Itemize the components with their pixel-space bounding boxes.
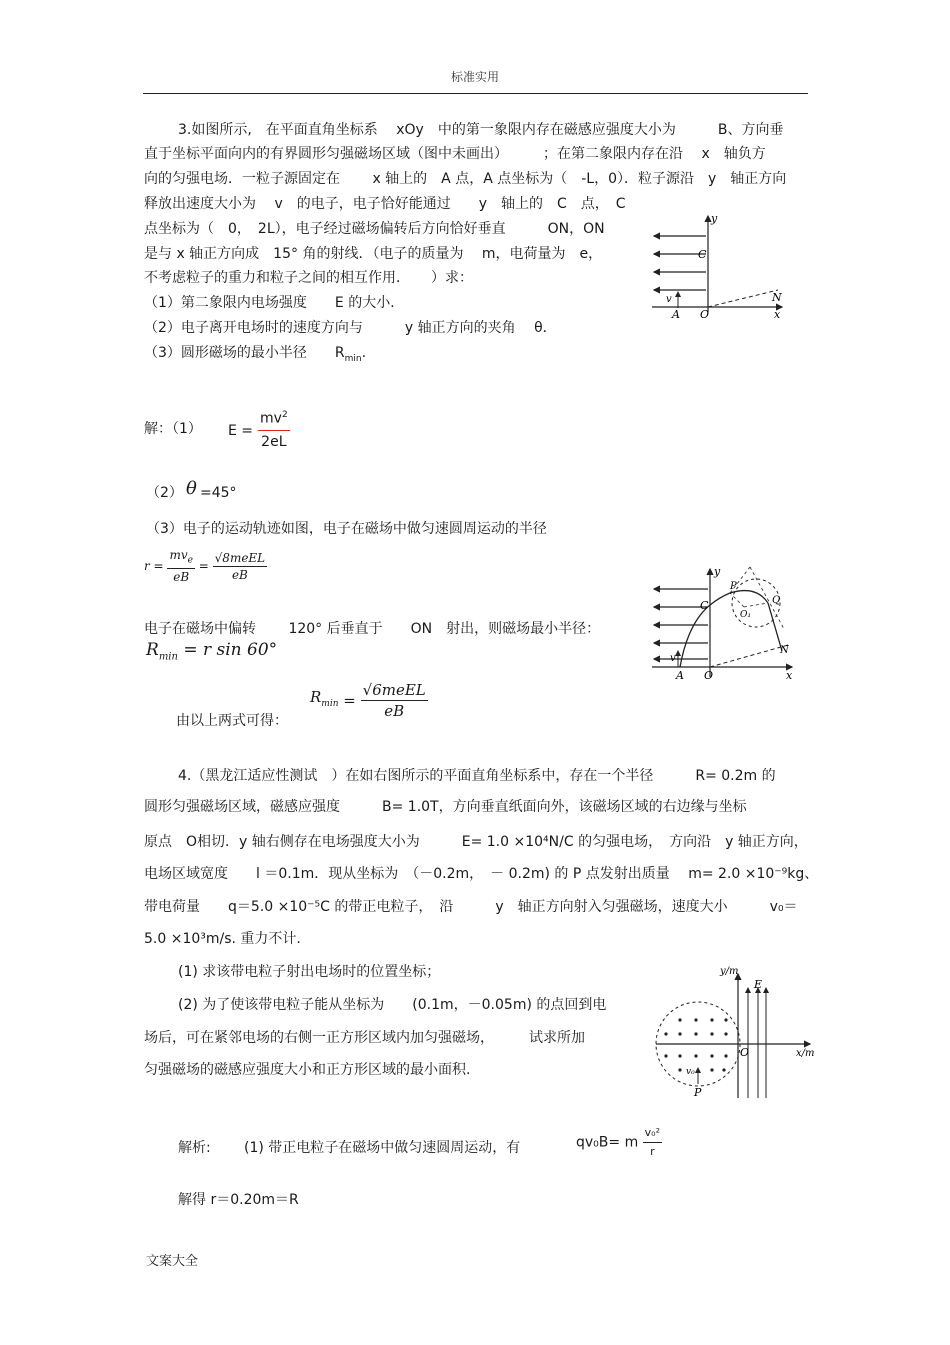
analysis-text: (1) 带正电粒子在磁场中做匀速圆周运动，有 <box>244 1140 521 1156</box>
q4-line-1: 4.（黑龙江适应性测试 ）在如右图所示的平面直角坐标系中，存在一个半径 R= 0.2m 的 <box>178 768 776 784</box>
q3-line-4: 释放出速度大小为 v 的电子，电子恰好能通过 y 轴上的 C 点， C <box>144 196 626 212</box>
q3-line-2: 直于坐标平面向内的有界圆形匀强磁场区域（图中未画出） ；在第二象限内存在沿 x 轴负方 <box>144 146 766 162</box>
q4-line-5: 带电荷量 q＝5.0 ×10⁻⁵C 的带正电粒子， 沿 y 轴正方向射入匀强磁场，速度大小 v₀＝ <box>144 899 798 915</box>
fig1-a-label: A <box>672 308 680 320</box>
fig2-p-label: P <box>730 581 737 592</box>
header-rule <box>143 93 808 94</box>
q4-line-4: 电场区域宽度 l ＝0.1m．现从坐标为 （－0.2m， － 0.2m) 的 P 点发射出质量 m= 2.0 ×10⁻⁹kg、 <box>144 866 819 882</box>
analysis-numerator: v₀² <box>643 1124 662 1143</box>
fig1-y-label: y <box>711 212 718 225</box>
analysis-formula <box>576 1124 662 1161</box>
result-text: 解得 r＝0.20m＝R <box>178 1192 299 1208</box>
fig1-v-label: v <box>666 294 672 305</box>
final-r: R <box>310 688 322 706</box>
q4-sub1: (1) 求该带电粒子射出电场时的位置坐标； <box>178 964 441 980</box>
q4-sub2-line-3: 匀强磁场的磁感应强度大小和正方形区域的最小面积. <box>144 1062 471 1078</box>
r-den1: eB <box>173 570 190 585</box>
fig2-v-label: v <box>670 653 676 664</box>
q3-line-5: 点坐标为（ 0， 2L），电子经过磁场偏转后方向恰好垂直 ON，ON <box>144 221 605 237</box>
fig2-n-label: N <box>780 645 789 656</box>
sol1-denominator: 2eL <box>261 433 287 450</box>
figure-1 <box>648 210 788 320</box>
fig3-v0-label: v₀ <box>686 1067 695 1077</box>
q4-sub2-line-2: 场后，可在紧邻电场的右侧一正方形区域内加匀强磁场， 试求所加 <box>144 1030 585 1046</box>
fig1-c-label: C <box>698 248 707 261</box>
rmin-formula-sub: min <box>158 651 178 663</box>
r-num1: mv <box>169 548 188 562</box>
r-lhs: r = <box>144 559 164 574</box>
figure-2 <box>648 563 798 683</box>
q4-line-6: 5.0 ×10³m/s. 重力不计. <box>144 931 301 947</box>
sol3-text: （3）电子的运动轨迹如图，电子在磁场中做匀速圆周运动的半径 <box>146 521 547 537</box>
r-num2: √8meEL <box>214 550 266 565</box>
final-numerator: √6meEL <box>362 681 426 699</box>
final-denominator: eB <box>384 702 405 720</box>
fig2-a-label: A <box>676 669 684 682</box>
q4-line-3: 原点 O相切．y 轴右侧存在电场强度大小为 E= 1.0 ×10⁴N/C 的匀强电场， 方向沿 y 轴正方向， <box>144 834 808 850</box>
r-num1-sub: e <box>187 555 193 566</box>
fig2-c-label: C <box>700 599 709 612</box>
q3-line-10-text: （3）圆形磁场的最小半径 R <box>144 345 345 361</box>
rmin-formula <box>146 640 277 662</box>
fig3-e-label: E <box>754 978 763 991</box>
r-formula: r = $\frac{mv_e}{eB}$ = $\frac{\text{√8meEL}}{eB}$ <box>144 548 266 585</box>
r-den2: eB <box>231 567 248 582</box>
q4-line-2: 圆形匀强磁场区域，磁感应强度 B= 1.0T，方向垂直纸面向外，该磁场区域的右边缘与坐标 <box>144 799 747 815</box>
fig2-x-label: x <box>786 669 793 682</box>
final-eq: = <box>343 691 356 710</box>
rmin-dot: . <box>361 345 367 361</box>
analysis-label: 解析: <box>178 1140 211 1156</box>
analysis-lhs: qv₀B= m <box>576 1134 639 1151</box>
sol1-lhs: E = <box>228 423 254 439</box>
q3-line-3: 向的匀强电场．一粒子源固定在 x 轴上的 A 点，A 点坐标为（ -L，0）．粒子源沿 y 轴正方向 <box>144 171 787 187</box>
final-formula <box>310 680 428 721</box>
sol2-label: （2） <box>146 485 183 501</box>
sol1-label: 解：（1） <box>144 421 202 437</box>
fig1-x-label: x <box>774 308 781 320</box>
rmin-formula-rhs: = r sin 60° <box>183 640 278 660</box>
sol2-value: =45° <box>200 485 237 501</box>
fig2-o1-label: O₁ <box>740 610 751 620</box>
sol1-fraction <box>258 404 290 453</box>
rmin-subscript: min <box>344 353 362 364</box>
q3-line-9: （2）电子离开电场时的速度方向与 y 轴正方向的夹角 θ． <box>144 320 557 336</box>
fig2-y-label: y <box>714 565 721 578</box>
sol1-numerator: mv <box>260 410 282 427</box>
sol1-superscript: 2 <box>281 410 288 420</box>
page-header: 标准实用 <box>450 70 499 84</box>
fig3-o-label: O <box>740 1046 750 1059</box>
fig3-y-label: y/m <box>720 966 739 977</box>
fig3-x-label: x/m <box>796 1048 815 1059</box>
q3-line-10 <box>144 343 366 369</box>
fig1-n-label: N <box>772 291 782 304</box>
page-footer: 文案大全 <box>146 1254 199 1269</box>
q3-line-7: 不考虑粒子的重力和粒子之间的相互作用． ）求： <box>144 270 473 286</box>
analysis-denominator: r <box>650 1145 655 1158</box>
q3-line-8: （1）第二象限内电场强度 E 的大小． <box>144 295 405 311</box>
final-r-sub: min <box>321 699 339 709</box>
fig2-o-label: O <box>704 669 714 682</box>
fig1-o-label: O <box>700 308 710 320</box>
deflect-text: 电子在磁场中偏转 120° 后垂直于 ON 射出，则磁场最小半径： <box>144 621 601 637</box>
fig3-p-label: P <box>694 1086 702 1099</box>
rmin-formula-r: R <box>146 640 159 660</box>
fig2-q-label: Q <box>772 595 781 606</box>
q4-sub2-line-1: (2) 为了使该带电粒子能从坐标为 (0.1m，－0.05m) 的点回到电 <box>178 997 607 1013</box>
combine-text: 由以上两式可得： <box>176 713 288 729</box>
theta-symbol: θ <box>186 478 197 499</box>
figure-3 <box>650 962 820 1102</box>
q3-line-6: 是与 x 轴正方向成 15° 角的射线．（电子的质量为 m，电荷量为 e， <box>144 246 603 262</box>
q3-line-1: 3.如图所示, 在平面直角坐标系 xOy 中的第一象限内存在磁感应强度大小为 B、方向垂 <box>178 122 784 138</box>
